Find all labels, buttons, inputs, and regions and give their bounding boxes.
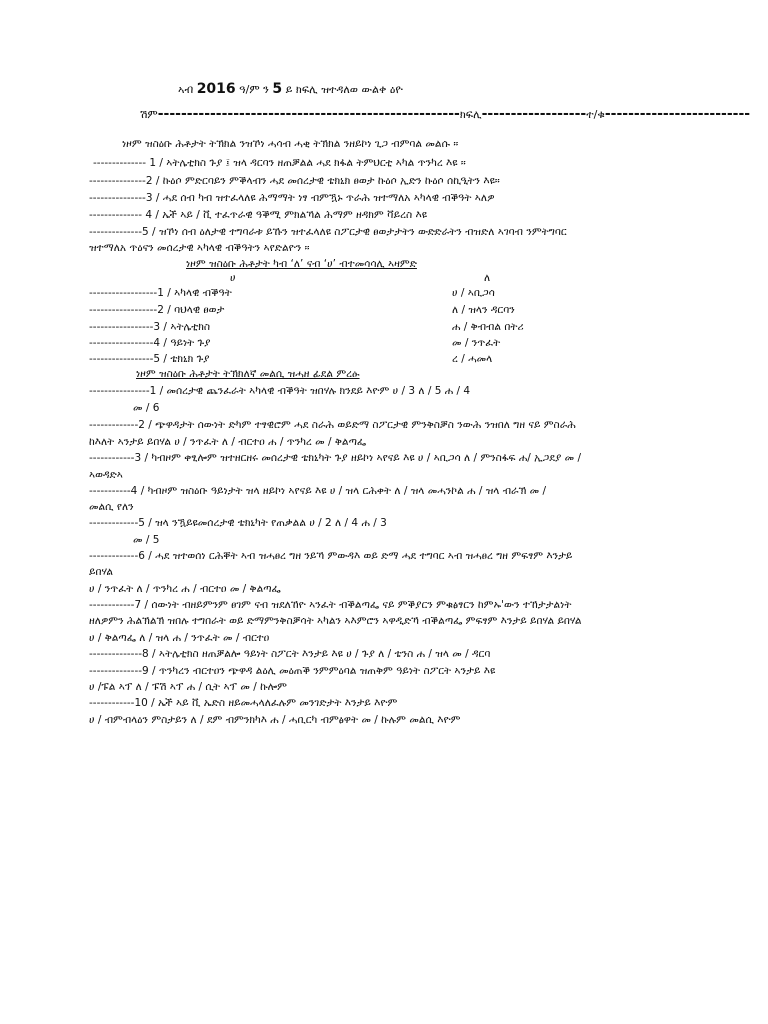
- mcq-line: --------------8 / ኣትሌቲክስ ዘጠቓልሎ ዓይነት ስፖርት እንታይ እዩ ሀ / ጉያ ለ / ቴንስ ሐ / ዝላ መ / ዳርባ: [89, 648, 491, 660]
- question-line: [89, 209, 427, 222]
- student-info-line: [140, 108, 750, 121]
- question-line: [93, 157, 466, 170]
- answer-blank[interactable]: -----------------5 /: [89, 353, 167, 365]
- answer-blank[interactable]: ------------------1 /: [89, 287, 171, 299]
- answer-blank[interactable]: ---------------3 /: [89, 192, 160, 204]
- match-row: [89, 304, 224, 317]
- title-middle: ዓ/ም ን: [239, 83, 269, 96]
- title-grade: 5: [272, 81, 283, 97]
- mcq-line: ኣወዳድኣ: [89, 469, 123, 481]
- column-b-header: ለ: [484, 272, 491, 284]
- mcq-line: -----------4 / ካብዞም ዝስዕቡ ዓይነታት ዝላ ዘይኮነ ኣየናይ እዩ ሀ / ዝላ ርሕቀት ለ / ዝላ መሓንኮል ሐ / ዝላ ብራኽ መ /: [89, 485, 547, 497]
- answer-blank[interactable]: --------------5 /: [89, 226, 156, 238]
- question-text: ኩዕሶ ምድርባይን ምቕላብን ሓደ መሰረታዊ ቴክኒክ ፀወታ ኩዕሶ ኢድን ኩዕሶ ሰኪዒትን እዩ።: [162, 175, 500, 187]
- match-left-text: ኣትሌቲክስ: [170, 321, 211, 333]
- match-right-text: መ / ንጥፈት: [452, 337, 501, 349]
- mcq-line: ሀ / ንጥፈት ለ / ጥንካረ ሐ / ብርተዐ መ / ቅልጣፌ: [89, 583, 281, 595]
- mcq-line: ይበሃል: [89, 566, 114, 578]
- answer-blank[interactable]: -------------- 1 /: [93, 157, 163, 169]
- class-label: ክፍሊ: [459, 108, 482, 121]
- mcq-line: ሀ / ብምብላዕን ምስታይን ለ / ደም ብምንክካእ ሐ / ሓቢርካ ብምፅዋት መ / ኩሉም መልሲ እዮም: [89, 714, 461, 726]
- question-text: ኣትሌቲክስ ጉያ ፤ ዝላ ዳርባን ዘጠቓልል ሓደ ክፋል ትምህርቲ ኣካል ጥንካረ እዩ ።: [166, 157, 466, 169]
- mcq-line: --------------9 / ጥንካረን ብርተዐን ጭዋዳ ልዕሊ መዕጠቕ ንምምዕባል ዝጠቅም ዓይነት ስፖርት ኣንታይ እዩ: [89, 665, 496, 677]
- answer-blank[interactable]: -----------------4 /: [89, 337, 167, 349]
- match-row: [89, 353, 210, 366]
- number-label: ተ/ቁ: [586, 108, 605, 121]
- column-a-header: ሀ: [230, 272, 236, 284]
- mcq-line: መልሲ የለን: [89, 501, 134, 513]
- title-year: 2016: [196, 81, 236, 97]
- mcq-line: ----------------1 / መሰረታዊ ጨንፈራት ኣካላዊ ብቕዓት ዝበሃሉ ክንደይ እዮም ሀ / 3 ለ / 5 ሐ / 4: [89, 385, 471, 397]
- match-right-text: ሀ / ኣቢጋሳ: [452, 287, 495, 299]
- mcq-line: -------------5 / ዝላ ንዃይዩመሰረታዊ ቴክኒካት የጠቃልል ሀ / 2 ለ / 4 ሐ / 3: [89, 517, 387, 529]
- question-line: [89, 192, 494, 205]
- mcq-line: ዘለዎምን ሕልኽልኽ ዝበሉ ተግበራት ወይ ድማምንቅስቓሳት ኣካልን ኣእምሮን ኣዋዲድኻ ብቕልጣፌ ምፍፃም እንታይ ይበሃል ይበሃል: [89, 615, 582, 627]
- mcq-line: ------------7 / ሰውነት ብዘይምንም ፀገም ናብ ዝደለኸዮ ኣንፈት ብቕልጣፌ ናይ ምቕያርን ምቁፅፃርን ከምኡ'ውን ተኸታታልነት: [89, 599, 572, 611]
- answer-blank[interactable]: -----------------3 /: [89, 321, 167, 333]
- name-blank[interactable]: ----------------------------------------------------: [157, 106, 460, 122]
- title-prefix: ኣብ: [178, 83, 194, 96]
- match-left-text: ዓይነት ጉያ: [170, 337, 211, 349]
- mcq-line: መ / 5: [133, 534, 160, 546]
- mcq-line: መ / 6: [133, 402, 160, 414]
- question-line: [89, 175, 500, 188]
- class-blank[interactable]: ------------------: [481, 106, 587, 122]
- answer-blank[interactable]: ------------------2 /: [89, 304, 171, 316]
- page-title: [178, 83, 403, 96]
- title-suffix: ይ ክፍሊ ዝተዳለወ ውልቀ ዕዮ: [285, 83, 403, 96]
- mcq-line: ሀ /ፑል ኣፕ ለ / ፑሽ ኣፕ ሐ / ሲት ኣፕ መ / ኩሎም: [89, 681, 287, 693]
- match-row: [89, 321, 210, 334]
- question-line: [89, 226, 567, 239]
- mcq-line: -------------6 / ሓደ ዝተወሰነ ርሕቐት ኣብ ዝሓፀረ ግዘ ንይኻ ምውዳእ ወይ ድማ ሓደ ተግባር ኣብ ዝሓፀረ ግዘ ምፍፃም እንታይ: [89, 550, 573, 562]
- mcq-line: ------------3 / ካብዞም ቀፂሎም ዝተዘርዘሩ መሰረታዊ ቴክኒካት ጉያ ዘይኮነ ኣየናይ እዩ ሀ / ኣቢጋሳ ለ / ምንስፋፍ ሐ/ ኢጋደያ መ /: [89, 452, 582, 464]
- name-label: ሽም: [140, 108, 158, 121]
- mcq-line: -------------2 / ጭዋዳታት ሰውነት ድካም ተፃዊሮም ሓደ ስራሕ ወይድማ ስፖርታዊ ምንቅስቓስ ንውሕ ንዝበለ ግዘ ናይ ምስራሕ: [89, 419, 576, 431]
- question-line-continued: [89, 242, 310, 255]
- question-text: ሓደ ሰብ ካብ ዝተፈላለዩ ሕማማት ነፃ ብምዃኑ ጥራሕ ዝተማለአ ኣካላዊ ብቕዓት ኣለዎ: [162, 192, 495, 204]
- question-text: ዝተማለአ ጥዕናን መሰረታዊ ኣካላዊ ብቕዓትን ኣየድልዮን ።: [89, 242, 310, 254]
- match-right-text: ሐ / ቅብብል በትሪ: [452, 321, 524, 333]
- question-text: ዝኾነ ሰብ ዕለታዊ ተግባራቱ ይኹን ዝተፈላለዩ ስፖርታዊ ፀወታታትን ውድድራትን ብዝድለ ኣገባብ ንምትግባር: [158, 226, 567, 238]
- section2-instruction: ነዞም ዝስዕቡ ሕቶታት ካብ ‘ለ’ ናብ ‘ሀ’ ብተመሳሳሊ ኣዛምድ: [186, 258, 417, 270]
- number-blank[interactable]: -------------------------: [604, 106, 751, 122]
- match-left-text: ኣካላዊ ብቕዓት: [174, 287, 232, 299]
- mcq-line: ሀ / ቅልጣፌ ለ / ዝላ ሐ / ንጥፈት መ / ብርተዐ: [89, 632, 270, 644]
- section3-instruction: ነዞም ዝስዕቡ ሕቶታት ትኽክለኛ መልሲ ዝሓዘ ፊደል ምረፁ: [136, 368, 360, 380]
- match-right-text: ለ / ዝላን ዳርባን: [452, 304, 515, 316]
- section1-instruction: ነዞም ዝስዕቡ ሕቶታት ትኽክል ንዝኾነ ሓሳብ ሓቂ ትኽክል ንዘይኮነ ጊጋ ብምባል መልሱ ።: [122, 138, 459, 150]
- match-left-text: ቴክኒክ ጉያ: [170, 353, 210, 365]
- match-row: [89, 287, 232, 300]
- match-row: [89, 337, 210, 350]
- mcq-line: ------------10 / ኤች ኣይ ቪ ኤድስ ዘይመሓላለፈሉም መንገድታት እንታይ እዮም: [89, 697, 398, 709]
- answer-blank[interactable]: -------------- 4 /: [89, 209, 159, 221]
- mcq-line: ከእለት ኣንታይ ይበሃል ሀ / ንጥፈት ለ / ብርተዐ ሐ / ጥንካረ መ / ቅልጣፌ: [89, 436, 367, 448]
- match-right-text: ረ / ሓመላ: [452, 353, 493, 365]
- answer-blank[interactable]: ---------------2 /: [89, 175, 160, 187]
- question-text: ኤች ኣይ / ቪ ተፈጥራዊ ዓቕሚ ምክልኻል ሕማም ዘዳክም ቫይረስ እዩ: [162, 209, 427, 221]
- match-left-text: ባህላዊ ፀወታ: [174, 304, 225, 316]
